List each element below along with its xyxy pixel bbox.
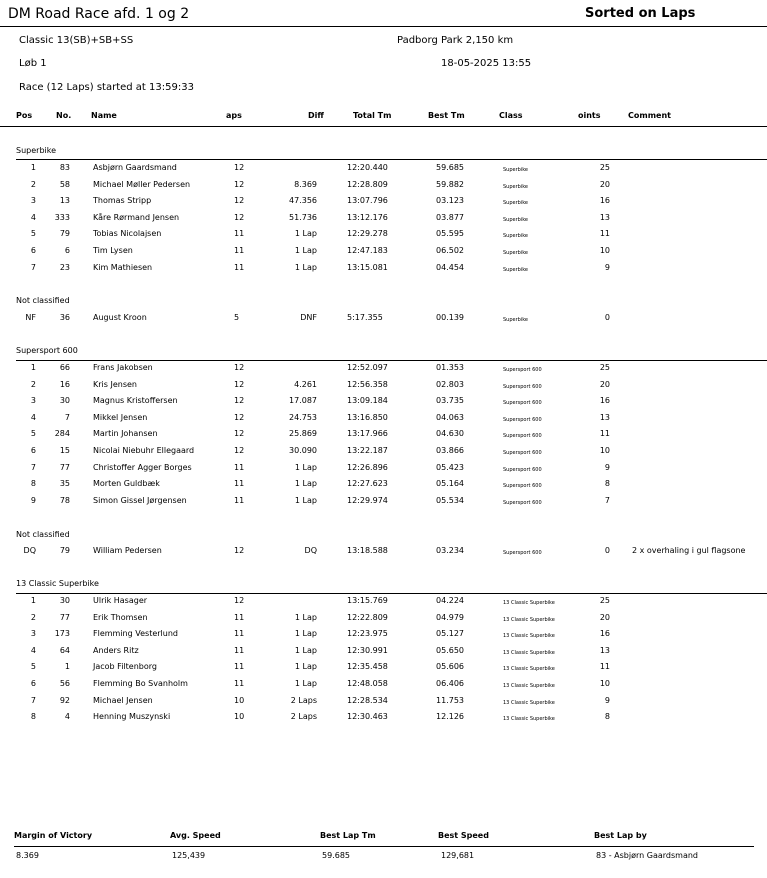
table-row: [0, 446, 767, 462]
cell-name: Jacob Filtenborg: [93, 662, 157, 672]
cell-pos: 8: [30, 479, 36, 489]
cell-laps: 12: [234, 412, 245, 422]
cell-pos: 7: [30, 695, 36, 705]
title-divider: [0, 26, 767, 27]
cell-name: Michael Møller Pedersen: [93, 179, 191, 189]
cell-pos: DQ: [23, 546, 36, 555]
cell-no: 58: [59, 179, 70, 189]
cell-points: 8: [604, 712, 610, 722]
table-row: [0, 413, 767, 429]
cell-total: 12:28.534: [347, 695, 388, 705]
col-total: Total Tm: [353, 111, 392, 120]
cell-name: Morten Guldbæk: [93, 479, 160, 489]
table-row: [0, 163, 767, 179]
cell-total: 12:56.358: [347, 379, 388, 389]
cell-comment: 2 x overhaling i gul flagsone: [632, 546, 746, 555]
cell-name: Anders Ritz: [93, 645, 139, 655]
table-row: [0, 496, 767, 512]
cell-pos: 5: [30, 429, 36, 439]
cell-class: 13 Classic Superbike: [503, 683, 555, 689]
cell-no: 23: [59, 262, 70, 272]
cell-points: 25: [599, 163, 610, 172]
table-row: [0, 180, 767, 196]
cell-laps: 11: [234, 629, 245, 639]
cell-class: 13 Classic Superbike: [503, 716, 555, 723]
cell-total: 12:20.440: [347, 163, 388, 172]
cell-class: Supersport 600: [503, 483, 542, 490]
cell-laps: 12: [234, 363, 245, 372]
col-no: No.: [56, 111, 72, 120]
table-row: [0, 263, 767, 279]
cell-laps: 12: [234, 429, 245, 439]
cell-name: Kris Jensen: [93, 379, 137, 389]
cell-laps: 12: [234, 546, 245, 555]
cell-pos: 2: [30, 379, 36, 389]
cell-best: 05.650: [436, 645, 464, 655]
cell-laps: 11: [234, 246, 245, 255]
cell-no: 64: [59, 645, 70, 655]
cell-class: 13 Classic Superbike: [503, 649, 555, 656]
cell-best: 02.803: [436, 379, 464, 389]
cell-laps: 5: [234, 313, 240, 322]
cell-laps: 11: [234, 262, 245, 272]
cell-total: 12:29.974: [347, 495, 388, 505]
cell-name: Henning Muszynski: [93, 712, 171, 722]
footer-label-bestlap: Best Lap Tm: [320, 831, 376, 840]
cell-laps: 11: [234, 679, 245, 688]
cell-laps: 10: [234, 712, 245, 722]
cell-diff: 47.356: [289, 196, 317, 206]
cell-best: 00.139: [436, 313, 464, 322]
cell-best: 06.502: [436, 246, 464, 255]
col-name: Name: [91, 111, 117, 120]
cell-no: 4: [64, 712, 70, 722]
table-row: [0, 213, 767, 229]
cell-best: 03.866: [436, 446, 464, 455]
cell-points: 9: [604, 695, 610, 705]
cell-laps: 12: [234, 379, 245, 389]
cell-laps: 11: [234, 662, 245, 672]
cell-laps: 11: [234, 229, 245, 239]
cell-no: 13: [59, 196, 70, 206]
cell-class: Supersport 600: [503, 367, 542, 373]
cell-best: 04.979: [436, 612, 464, 622]
cell-total: 13:17.966: [347, 429, 388, 439]
cell-name: Nicolai Niebuhr Ellegaard: [93, 446, 195, 455]
section-title-classic: 13 Classic Superbike: [16, 579, 99, 588]
cell-total: 12:28.809: [347, 179, 388, 189]
cell-points: 13: [599, 645, 610, 655]
cell-total: 13:18.588: [347, 546, 388, 555]
table-row: [0, 463, 767, 479]
cell-points: 0: [604, 546, 610, 555]
cell-no: 77: [59, 462, 70, 472]
cell-name: Flemming Vesterlund: [93, 629, 178, 639]
cell-class: Superbike: [503, 183, 529, 190]
cell-name: Tobias Nicolajsen: [93, 229, 162, 239]
cell-pos: 3: [30, 396, 36, 406]
cell-pos: 3: [30, 196, 36, 206]
cell-laps: 12: [234, 196, 245, 206]
cell-points: 20: [599, 612, 610, 622]
cell-no: 284: [54, 429, 70, 439]
cell-no: 1: [64, 662, 70, 672]
cell-best: 04.224: [436, 596, 464, 605]
cell-diff: 1 Lap: [294, 612, 317, 622]
cell-diff: 30.090: [289, 446, 317, 455]
cell-class: Supersport 600: [503, 466, 542, 473]
cell-diff: 1 Lap: [294, 679, 317, 688]
cell-no: 6: [64, 246, 70, 255]
table-row: [0, 712, 767, 728]
cell-best: 03.123: [436, 196, 464, 206]
cell-best: 04.630: [436, 429, 464, 439]
cell-class: 13 Classic Superbike: [503, 600, 555, 606]
cell-points: 13: [599, 412, 610, 422]
cell-name: Christoffer Agger Borges: [93, 462, 192, 472]
cell-name: Ulrik Hasager: [93, 596, 148, 605]
cell-laps: 12: [234, 212, 245, 222]
cell-points: 20: [599, 179, 610, 189]
table-row: [0, 613, 767, 629]
cell-points: 8: [604, 479, 610, 489]
cell-diff: 25.869: [289, 429, 317, 439]
footer-label-margin: Margin of Victory: [14, 831, 93, 840]
footer-value-bestby: 83 - Asbjørn Gaardsmand: [596, 851, 698, 860]
race-date: 18-05-2025 13:55: [441, 58, 532, 69]
cell-total: 13:15.081: [347, 262, 388, 272]
cell-pos: 3: [30, 629, 36, 639]
cell-diff: 1 Lap: [294, 246, 317, 255]
report-title: DM Road Race afd. 1 og 2: [8, 6, 190, 22]
cell-pos: 5: [30, 662, 36, 672]
cell-pos: 9: [30, 495, 36, 505]
table-row: [0, 429, 767, 445]
cell-points: 10: [599, 446, 610, 455]
cell-class: Superbike: [503, 167, 529, 173]
cell-points: 25: [599, 363, 610, 372]
cell-class: Supersport 600: [503, 400, 542, 407]
cell-class: Superbike: [503, 266, 529, 273]
cell-name: Flemming Bo Svanholm: [93, 679, 188, 688]
cell-total: 12:30.991: [347, 645, 388, 655]
cell-class: 13 Classic Superbike: [503, 666, 555, 673]
cell-no: 333: [54, 212, 70, 222]
table-row: [0, 546, 767, 562]
cell-pos: 2: [30, 612, 36, 622]
table-row: [0, 479, 767, 495]
cell-laps: 11: [234, 479, 245, 489]
col-best: Best Tm: [428, 111, 465, 120]
cell-laps: 12: [234, 596, 245, 605]
cell-no: 56: [59, 679, 70, 688]
cell-diff: 1 Lap: [294, 629, 317, 639]
cell-best: 05.127: [436, 629, 464, 639]
cell-best: 05.423: [436, 462, 464, 472]
cell-no: 66: [59, 363, 70, 372]
col-diff: Diff: [308, 111, 324, 120]
table-row: [0, 646, 767, 662]
cell-total: 13:12.176: [347, 212, 388, 222]
col-pos: Pos: [16, 111, 33, 120]
table-row: [0, 380, 767, 396]
cell-best: 05.595: [436, 229, 464, 239]
cell-best: 03.877: [436, 212, 464, 222]
cell-no: 30: [59, 396, 70, 406]
section-title-not-classified: Not classified: [16, 530, 70, 539]
cell-name: William Pedersen: [93, 546, 162, 555]
cell-total: 12:30.463: [347, 712, 388, 722]
cell-name: Frans Jakobsen: [93, 363, 153, 372]
cell-best: 06.406: [436, 679, 464, 688]
cell-points: 0: [604, 313, 610, 322]
cell-diff: DNF: [300, 313, 317, 322]
cell-pos: 6: [30, 679, 36, 688]
cell-class: 13 Classic Superbike: [503, 699, 555, 706]
cell-laps: 11: [234, 495, 245, 505]
footer-value-avg: 125,439: [172, 851, 206, 860]
cell-laps: 12: [234, 446, 245, 455]
cell-diff: 1 Lap: [294, 495, 317, 505]
footer-label-bestby: Best Lap by: [594, 831, 647, 840]
cell-total: 13:22.187: [347, 446, 388, 455]
cell-best: 04.454: [436, 262, 464, 272]
cell-laps: 10: [234, 695, 245, 705]
footer-divider: [14, 846, 754, 847]
cell-pos: 2: [30, 179, 36, 189]
section-divider: [16, 159, 767, 160]
cell-class: 13 Classic Superbike: [503, 633, 555, 640]
cell-best: 05.606: [436, 662, 464, 672]
cell-diff: 1 Lap: [294, 479, 317, 489]
section-divider: [16, 593, 767, 594]
cell-total: 13:09.184: [347, 396, 388, 406]
cell-pos: 6: [30, 446, 36, 455]
cell-class: Supersport 600: [503, 416, 542, 423]
cell-no: 7: [64, 412, 70, 422]
cell-laps: 11: [234, 462, 245, 472]
cell-diff: 17.087: [289, 396, 317, 406]
cell-best: 05.534: [436, 495, 464, 505]
cell-total: 12:27.623: [347, 479, 388, 489]
footer-label-avg: Avg. Speed: [170, 831, 221, 840]
footer-value-bestspeed: 129,681: [441, 851, 475, 860]
cell-pos: 5: [30, 229, 36, 239]
cell-name: Martin Johansen: [93, 429, 158, 439]
cell-total: 12:22.809: [347, 612, 388, 622]
cell-points: 25: [599, 596, 610, 605]
cell-no: 83: [59, 163, 70, 172]
cell-laps: 12: [234, 163, 245, 172]
class-line: Classic 13(SB)+SB+SS: [19, 35, 134, 46]
cell-name: Tim Lysen: [93, 246, 133, 255]
cell-pos: 1: [30, 163, 36, 172]
track-name: Padborg Park 2,150 km: [397, 35, 514, 46]
cell-total: 13:15.769: [347, 596, 388, 605]
cell-name: Simon Gissel Jørgensen: [93, 495, 187, 505]
table-row: [0, 246, 767, 262]
cell-name: Kim Mathiesen: [93, 262, 153, 272]
cell-no: 77: [59, 612, 70, 622]
cell-total: 13:16.850: [347, 412, 388, 422]
footer-value-bestlap: 59.685: [322, 851, 350, 860]
section-title-supersport: Supersport 600: [16, 346, 78, 355]
cell-total: 12:52.097: [347, 363, 388, 372]
cell-no: 36: [59, 313, 70, 322]
cell-pos: 7: [30, 462, 36, 472]
cell-no: 92: [59, 695, 70, 705]
cell-pos: 4: [30, 212, 36, 222]
section-title-not-classified: Not classified: [16, 296, 70, 305]
section-divider: [16, 360, 767, 361]
table-row: [0, 679, 767, 695]
cell-pos: 1: [30, 596, 36, 605]
col-points: oints: [578, 111, 601, 120]
table-row: [0, 662, 767, 678]
cell-total: 12:48.058: [347, 679, 388, 688]
cell-best: 03.234: [436, 546, 464, 555]
cell-pos: 7: [30, 262, 36, 272]
cell-class: Supersport 600: [503, 450, 542, 456]
cell-class: 13 Classic Superbike: [503, 616, 555, 623]
col-comment: Comment: [628, 111, 671, 120]
cell-points: 16: [599, 629, 610, 639]
cell-class: Supersport 600: [503, 499, 542, 506]
table-row: [0, 196, 767, 212]
cell-diff: 2 Laps: [290, 712, 317, 722]
cell-best: 01.353: [436, 363, 464, 372]
cell-points: 7: [604, 495, 610, 505]
cell-points: 16: [599, 196, 610, 206]
cell-pos: 1: [30, 363, 36, 372]
cell-no: 79: [59, 546, 70, 555]
cell-class: Supersport 600: [503, 550, 542, 556]
cell-name: Thomas Stripp: [93, 196, 152, 206]
cell-no: 173: [54, 629, 70, 639]
cell-class: Supersport 600: [503, 433, 542, 440]
cell-best: 59.882: [436, 179, 464, 189]
cell-total: 12:35.458: [347, 662, 388, 672]
table-row: [0, 696, 767, 712]
cell-name: Mikkel Jensen: [93, 412, 148, 422]
cell-total: 12:23.975: [347, 629, 388, 639]
cell-name: Erik Thomsen: [93, 612, 148, 622]
table-row: [0, 629, 767, 645]
cell-no: 78: [59, 495, 70, 505]
table-row: [0, 229, 767, 245]
cell-total: 5:17.355: [347, 313, 383, 322]
cell-points: 20: [599, 379, 610, 389]
table-row: [0, 313, 767, 329]
sort-label: Sorted on Laps: [585, 6, 696, 21]
cell-pos: 4: [30, 645, 36, 655]
cell-best: 04.063: [436, 412, 464, 422]
table-row: [0, 396, 767, 412]
cell-diff: 1 Lap: [294, 662, 317, 672]
cell-diff: 1 Lap: [294, 262, 317, 272]
cell-class: Superbike: [503, 233, 529, 240]
table-row: [0, 596, 767, 612]
cell-diff: 1 Lap: [294, 645, 317, 655]
cell-laps: 12: [234, 179, 245, 189]
cell-points: 11: [599, 429, 610, 439]
cell-best: 59.685: [436, 163, 464, 172]
cell-laps: 12: [234, 396, 245, 406]
cell-diff: 4.261: [294, 379, 317, 389]
cell-points: 10: [599, 679, 610, 688]
cell-points: 16: [599, 396, 610, 406]
cell-total: 12:26.896: [347, 462, 388, 472]
table-row: [0, 363, 767, 379]
cell-total: 13:07.796: [347, 196, 388, 206]
cell-laps: 11: [234, 612, 245, 622]
cell-diff: 1 Lap: [294, 462, 317, 472]
race-start: Race (12 Laps) started at 13:59:33: [19, 82, 194, 93]
footer-label-bestspeed: Best Speed: [438, 831, 489, 840]
cell-points: 9: [604, 462, 610, 472]
cell-no: 79: [59, 229, 70, 239]
cell-class: Superbike: [503, 200, 529, 207]
cell-pos: 8: [30, 712, 36, 722]
cell-class: Superbike: [503, 250, 529, 256]
cell-points: 11: [599, 229, 610, 239]
cell-points: 11: [599, 662, 610, 672]
cell-no: 16: [59, 379, 70, 389]
cell-name: Michael Jensen: [93, 695, 153, 705]
cell-class: Superbike: [503, 317, 529, 323]
cell-pos: 6: [30, 246, 36, 255]
cell-class: Supersport 600: [503, 383, 542, 390]
cell-name: Asbjørn Gaardsmand: [93, 163, 177, 172]
cell-total: 12:29.278: [347, 229, 388, 239]
cell-best: 12.126: [436, 712, 464, 722]
cell-diff: 2 Laps: [290, 695, 317, 705]
cell-pos: 4: [30, 412, 36, 422]
col-laps: aps: [226, 111, 242, 120]
cell-best: 03.735: [436, 396, 464, 406]
cell-laps: 11: [234, 645, 245, 655]
section-title-superbike: Superbike: [16, 146, 57, 155]
footer-value-margin: 8.369: [16, 851, 39, 860]
cell-points: 9: [604, 262, 610, 272]
cell-diff: 51.736: [289, 212, 317, 222]
cell-total: 12:47.183: [347, 246, 388, 255]
cell-pos: NF: [25, 313, 36, 322]
cell-diff: 1 Lap: [294, 229, 317, 239]
cell-name: Kåre Rørmand Jensen: [93, 212, 180, 222]
cell-diff: DQ: [304, 546, 317, 555]
cell-diff: 8.369: [294, 179, 317, 189]
header-divider: [0, 126, 767, 127]
cell-no: 35: [59, 479, 70, 489]
cell-points: 13: [599, 212, 610, 222]
cell-points: 10: [599, 246, 610, 255]
col-class: Class: [499, 111, 523, 120]
cell-name: August Kroon: [93, 313, 147, 322]
cell-no: 30: [59, 596, 70, 605]
run-label: Løb 1: [19, 58, 47, 69]
cell-no: 15: [59, 446, 70, 455]
cell-best: 05.164: [436, 479, 464, 489]
cell-diff: 24.753: [289, 412, 317, 422]
cell-name: Magnus Kristoffersen: [93, 396, 178, 406]
cell-best: 11.753: [436, 695, 464, 705]
cell-class: Superbike: [503, 216, 529, 223]
